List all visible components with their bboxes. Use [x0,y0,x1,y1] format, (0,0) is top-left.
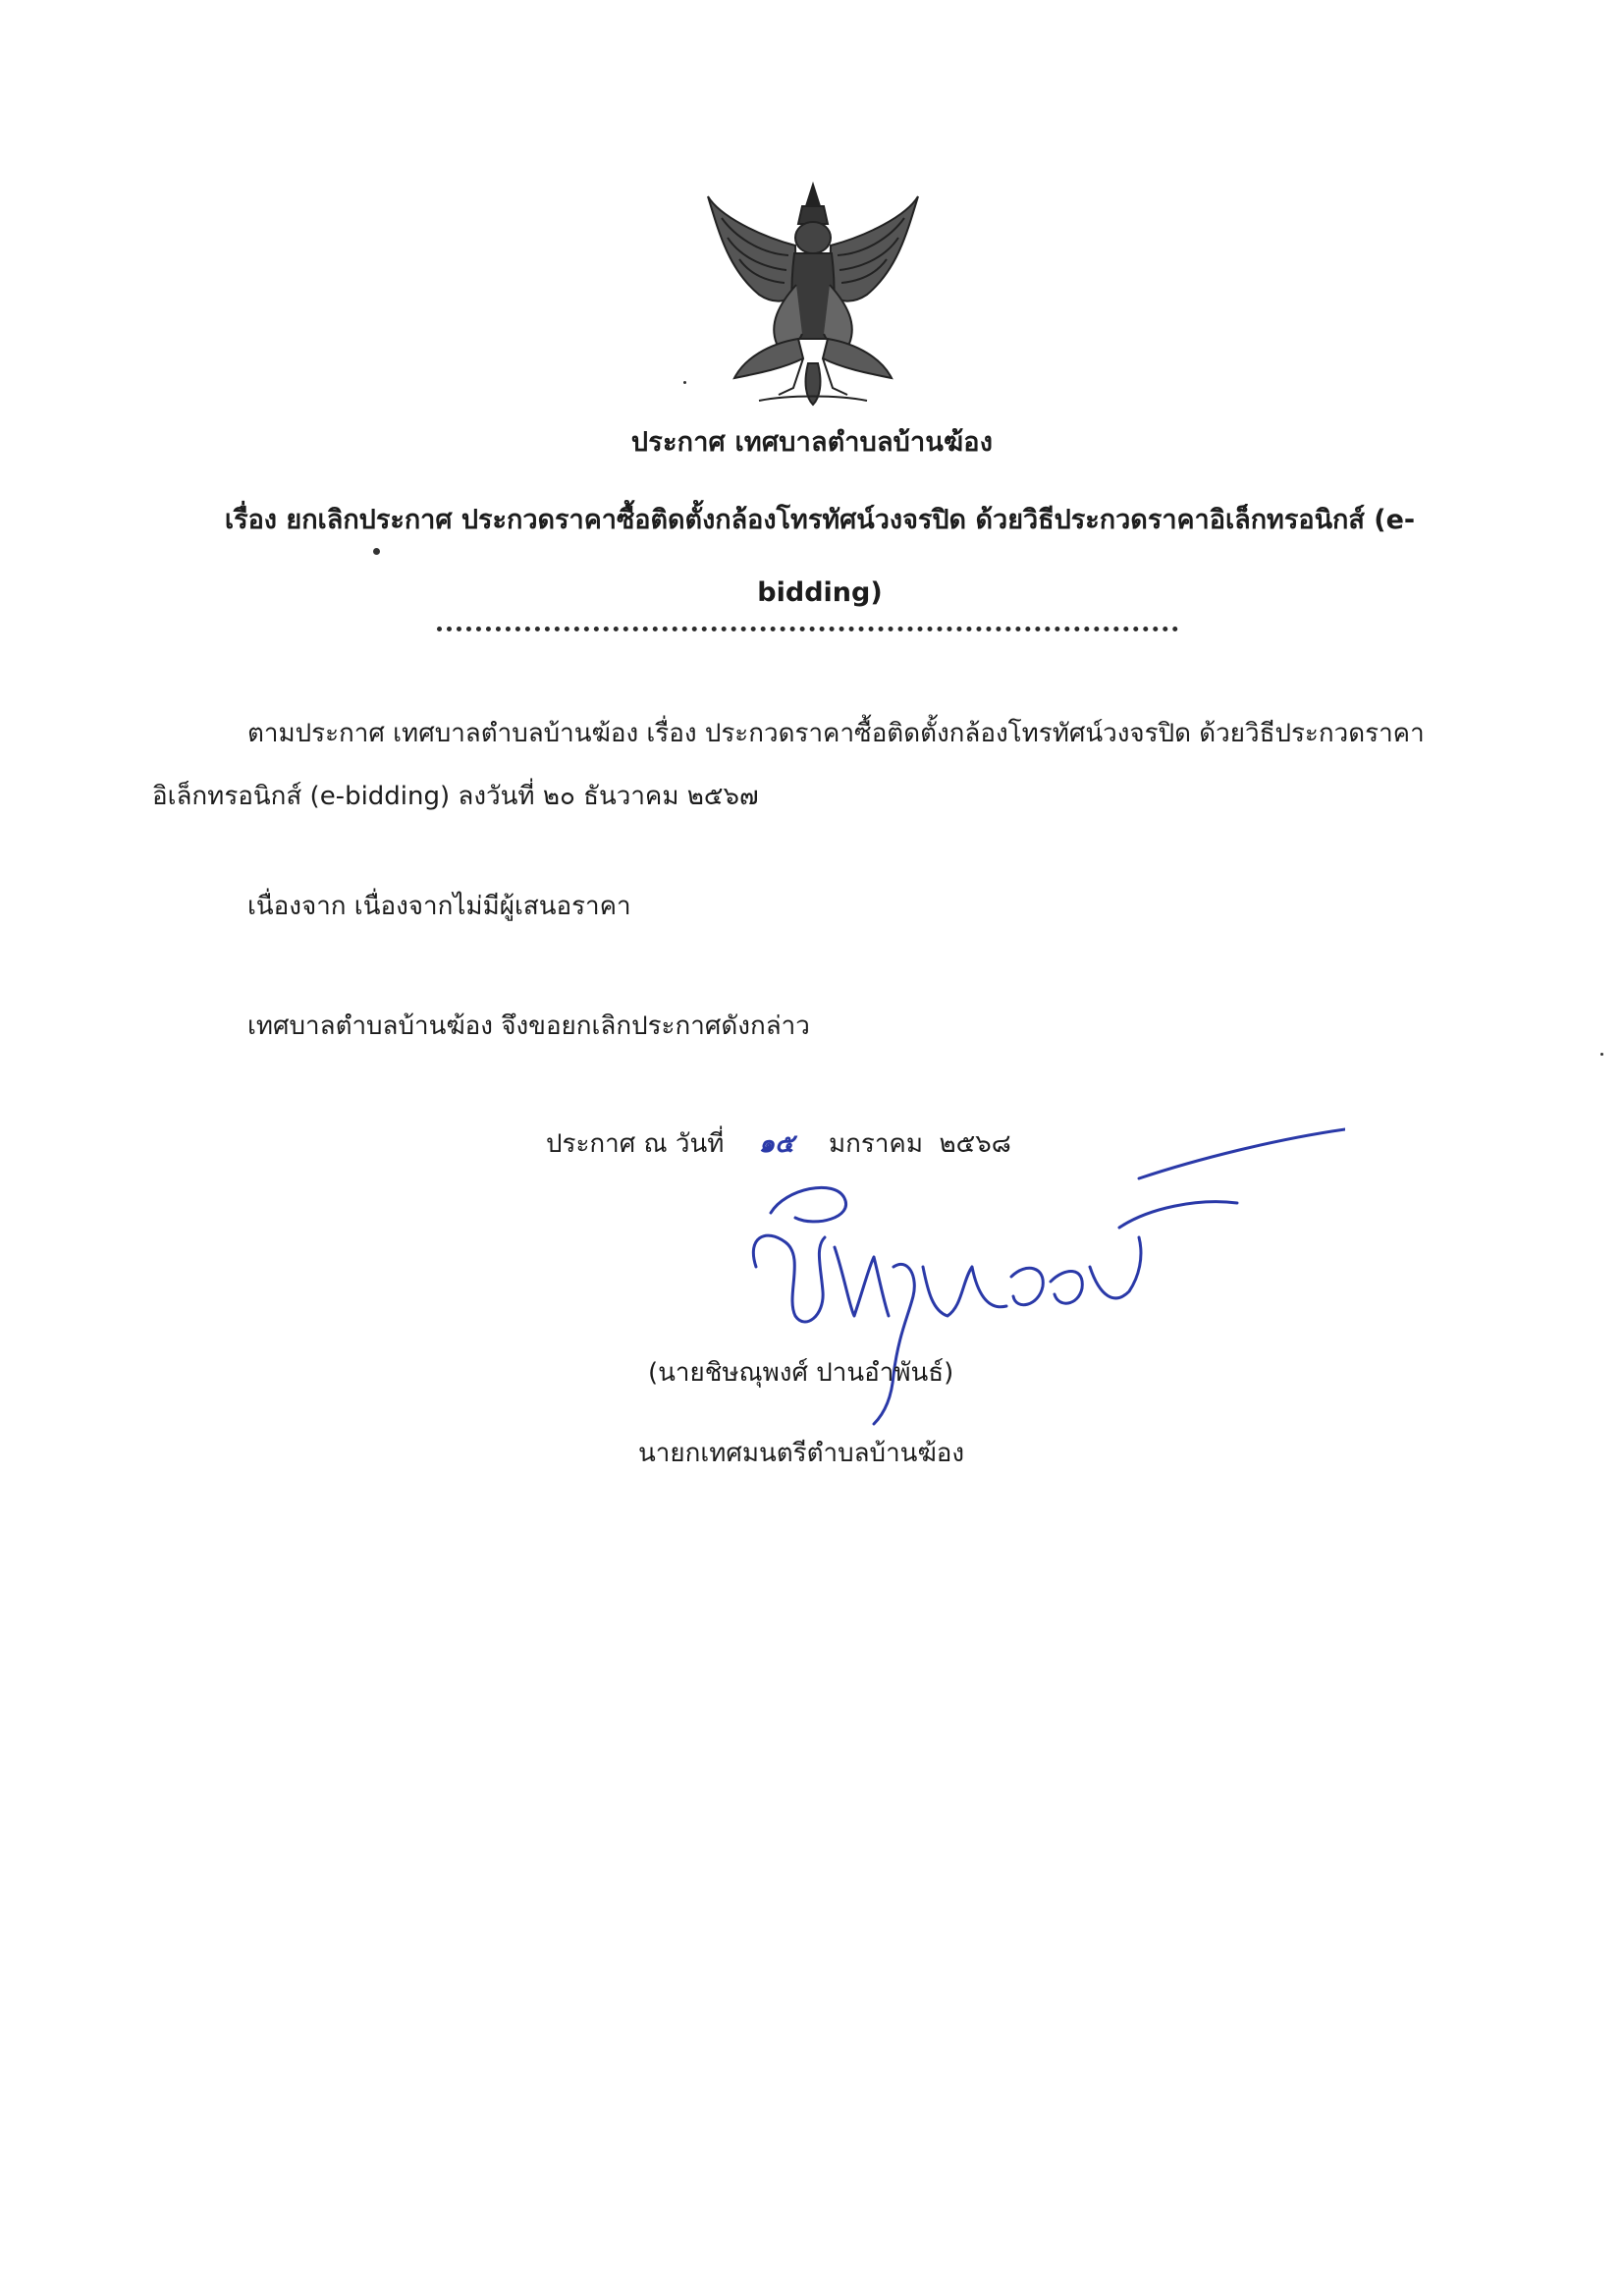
date-day-handwritten: ๑๕ [758,1129,794,1159]
dotted-divider [437,627,1178,637]
announcement-subject: เรื่อง ยกเลิกประกาศ ประกวดราคาซื้อติดตั้งกล้องโทรทัศน์วงจรปิด ด้วยวิธีประกวดราคาอิเล็กทรอนิกส์ (e-bidding) [224,505,1416,608]
paragraph-cancellation: เทศบาลตำบลบ้านฆ้อง จึงขอยกเลิกประกาศดังกล่าว [247,1011,810,1041]
paragraph-reference: ตามประกาศ เทศบาลตำบลบ้านฆ้อง เรื่อง ประกวดราคาซื้อติดตั้งกล้องโทรทัศน์วงจรปิด ด้วยวิธีประกวดราคาอิเล็กทรอนิกส์ (e-bidding) ลงวันที่ ๒๐ ธันวาคม ๒๕๖๗ [152,719,1425,811]
garuda-emblem-icon [700,177,926,412]
announcement-title: ประกาศ เทศบาลตำบลบ้านฆ้อง [630,427,994,458]
date-month-year: มกราคม ๒๕๖๘ [828,1129,1011,1159]
paragraph-reason: เนื่องจาก เนื่องจากไม่มีผู้เสนอราคา [247,892,631,921]
scan-speck [1600,1053,1603,1056]
scan-speck [373,548,380,555]
date-prefix: ประกาศ ณ วันที่ [546,1129,725,1159]
signer-name: (นายชิษณุพงศ์ ปานอำพันธ์) [648,1358,954,1388]
signer-title: นายกเทศมนตรีตำบลบ้านฆ้อง [638,1439,965,1468]
handwritten-signature [727,1120,1345,1453]
scan-speck [683,381,686,384]
